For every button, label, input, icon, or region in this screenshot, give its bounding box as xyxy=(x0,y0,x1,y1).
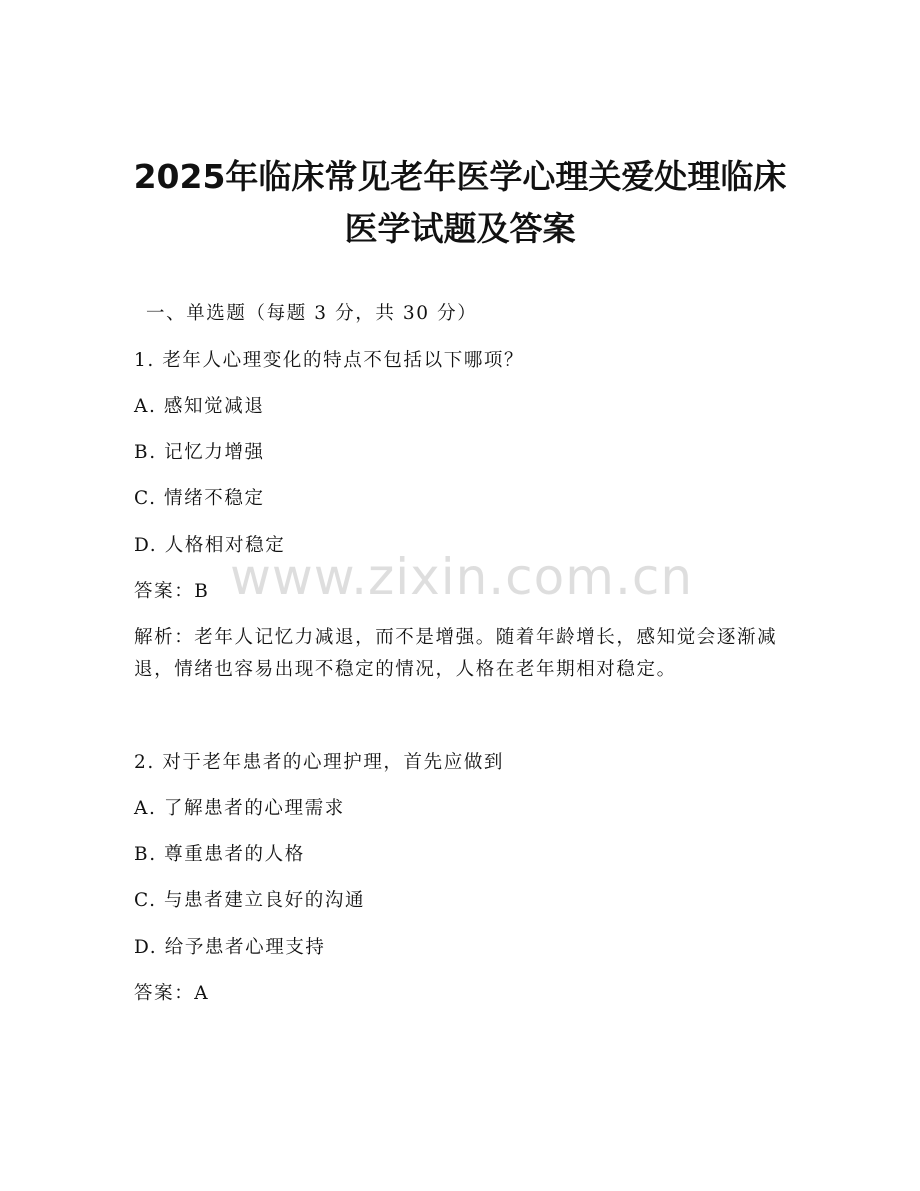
document-title-line-2: 医学试题及答案 xyxy=(344,209,576,248)
question-2-option-b: B. 尊重患者的人格 xyxy=(134,844,305,865)
question-2-stem: 2. 对于老年患者的心理护理，首先应做到 xyxy=(134,752,505,773)
watermark: www.zixin.com.cn xyxy=(230,548,694,606)
question-1-analysis: 解析：老年人记忆力减退，而不是增强。随着年龄增长，感知觉会逐渐减退，情绪也容易出现不稳定的情况，人格在老年期相对稳定。 xyxy=(134,627,778,680)
question-1-option-c: C. 情绪不稳定 xyxy=(134,488,265,509)
document-title-line-1: 2025年临床常见老年医学心理关爱处理临床 xyxy=(133,157,787,196)
question-2-option-a: A. 了解患者的心理需求 xyxy=(134,798,345,819)
question-2-option-c: C. 与患者建立良好的沟通 xyxy=(134,890,366,911)
question-1-answer: 答案：B xyxy=(134,581,210,602)
question-1-option-b: B. 记忆力增强 xyxy=(134,442,265,463)
question-2-answer: 答案：A xyxy=(134,983,210,1004)
section-heading: 一、单选题（每题 3 分，共 30 分） xyxy=(146,303,478,324)
question-2-option-d: D. 给予患者心理支持 xyxy=(134,937,326,958)
question-1-option-d: D. 人格相对稳定 xyxy=(134,535,286,556)
question-1-option-a: A. 感知觉减退 xyxy=(134,396,265,417)
question-1-stem: 1. 老年人心理变化的特点不包括以下哪项？ xyxy=(134,350,525,371)
